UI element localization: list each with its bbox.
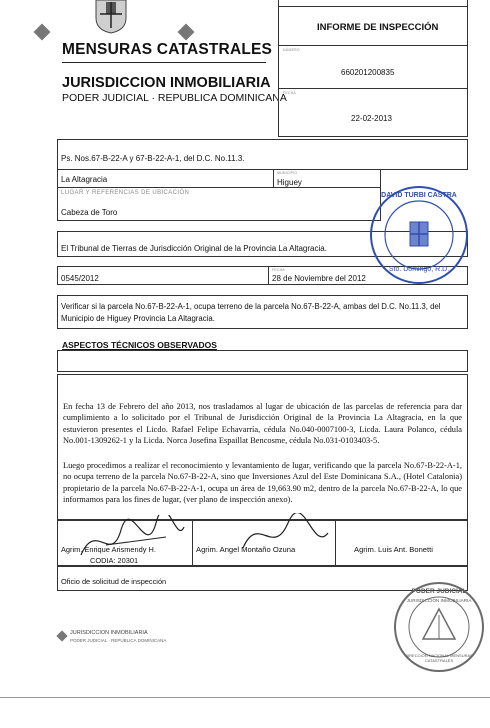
bottom-rule (0, 697, 490, 698)
date-label: FECHA (283, 91, 296, 95)
municipality-value: Higuey (277, 178, 302, 187)
file-date-label: FECHA (272, 268, 285, 272)
province-value: La Altagracia (61, 175, 108, 184)
signer-1-name: Agrim. Enrique Arismendy H. (61, 545, 156, 554)
location-value: Cabeza de Toro (61, 208, 118, 217)
header-rule (62, 62, 266, 63)
location-box (57, 187, 381, 221)
municipality-box (273, 169, 381, 188)
stamp-2-top: PODER JUDICIAL (411, 588, 467, 595)
province-box (57, 169, 274, 188)
signature-cell-1 (57, 520, 193, 566)
signer-3-name: Agrim. Luis Ant. Bonetti (354, 545, 433, 554)
form-title-divider (279, 6, 467, 7)
form-header-box (278, 0, 468, 137)
stamp-2-mid: JURISDICCION INMOBILIARIA (406, 598, 472, 603)
purpose-line-1: Verificar si la parcela No.67-B-22-A-1, ocupa terreno de la parcela No.67-B-22-A, ambas del D.C. No.11.3, del (61, 302, 441, 311)
parcel-designation-box (57, 139, 468, 170)
diamond-icon (56, 630, 67, 641)
parcel-designation: Ps. Nos.67-B-22-A y 67-B-22-A-1, del D.C. No.11.3. (61, 154, 245, 163)
purpose-box (57, 295, 468, 329)
tribunal-value: El Tribunal de Tierras de Jurisdicción Original de la Provincia La Altagracia. (61, 244, 327, 253)
form-divider-1 (279, 45, 467, 46)
stamp-1-top: DAVID TURBI CASTRA (381, 192, 457, 199)
purpose-line-2: Municipio de Higuey Provincia La Altagracia. (61, 314, 215, 323)
signature-cell-2 (192, 520, 336, 566)
notary-stamp-icon (368, 184, 470, 286)
file-number-box (57, 266, 269, 285)
signature-scribble (233, 513, 333, 568)
technical-heading: ASPECTOS TÉCNICOS OBSERVADOS (62, 340, 217, 350)
org-title: MENSURAS CATASTRALES (62, 41, 273, 58)
form-divider-2 (279, 88, 467, 89)
form-number: 660201200835 (341, 68, 395, 77)
technical-body-box (57, 374, 468, 520)
diamond-icon (34, 24, 51, 41)
branch-subtitle: PODER JUDICIAL · REPUBLICA DOMINICANA (62, 92, 287, 104)
form-date: 22-02-2013 (351, 114, 392, 123)
signer-2-name: Agrim. Angel Montaño Ozuna (196, 545, 296, 554)
official-seal-icon (393, 581, 485, 673)
footer-line-1: JURISDICCION INMOBILIARIA (70, 630, 148, 636)
diamond-icon (178, 24, 195, 41)
stamp-1-bottom: Sto. Domingo, R.D. (388, 266, 450, 273)
number-label: NÚMERO (283, 48, 300, 52)
footer-line-2: PODER JUDICIAL · REPUBLICA DOMINICANA (70, 638, 167, 643)
attachment-value: Oficio de solicitud de inspección (61, 577, 167, 586)
signer-1-codia: CODIA: 20301 (90, 556, 139, 565)
file-date: 28 de Noviembre del 2012 (272, 274, 366, 283)
signature-cell-3 (335, 520, 468, 566)
location-label: LUGAR Y REFERENCIAS DE UBICACIÓN (61, 190, 190, 196)
file-number: 0545/2012 (61, 274, 99, 283)
jurisdiction-title: JURISDICCION INMOBILIARIA (62, 75, 271, 91)
technical-paragraph-2: Luego procedimos a realizar el reconocimiento y levantamiento de lugar, verificando que la parcela No.67-B-22-A-1, no ocupa terreno de la parcela No.67-B-22-A, sino que Inversiones Azul del Este Dominicana S.A., (Hotel Catalonia) propietario de la parcela No.67-B-22-A-1, ocupa un área de 19,663.90 m2, dentro de la parcela No.67-B-22-A, lo que informamos para los fines de lugar, (ver plano de inspección anexo). (63, 461, 462, 505)
technical-header-box (57, 350, 468, 372)
form-title: INFORME DE INSPECCIÓN (317, 22, 439, 33)
municipality-label: MUNICIPIO (277, 171, 298, 175)
technical-paragraph-1: En fecha 13 de Febrero del año 2013, nos trasladamos al lugar de ubicación de las parcelas de referencia para dar cumplimiento a lo solicitado por el Tribunal de Jurisdicción Original de la Provincia La Altagracia, en la que estuvieron presentes el Licdo. Rafael Felipe Echavarría, cédula No.040-0007100-3, Licda. Laura Polanco, cédula No.001-1309262-1 y la Licda. Norca Josefina Espaillat Bencosme, cédula No.031-0103403-5. (63, 402, 462, 446)
coat-of-arms-icon (92, 0, 130, 34)
stamp-2-bottom: DIRECCION NACIONAL MENSURAS CATASTRALES (405, 653, 473, 663)
